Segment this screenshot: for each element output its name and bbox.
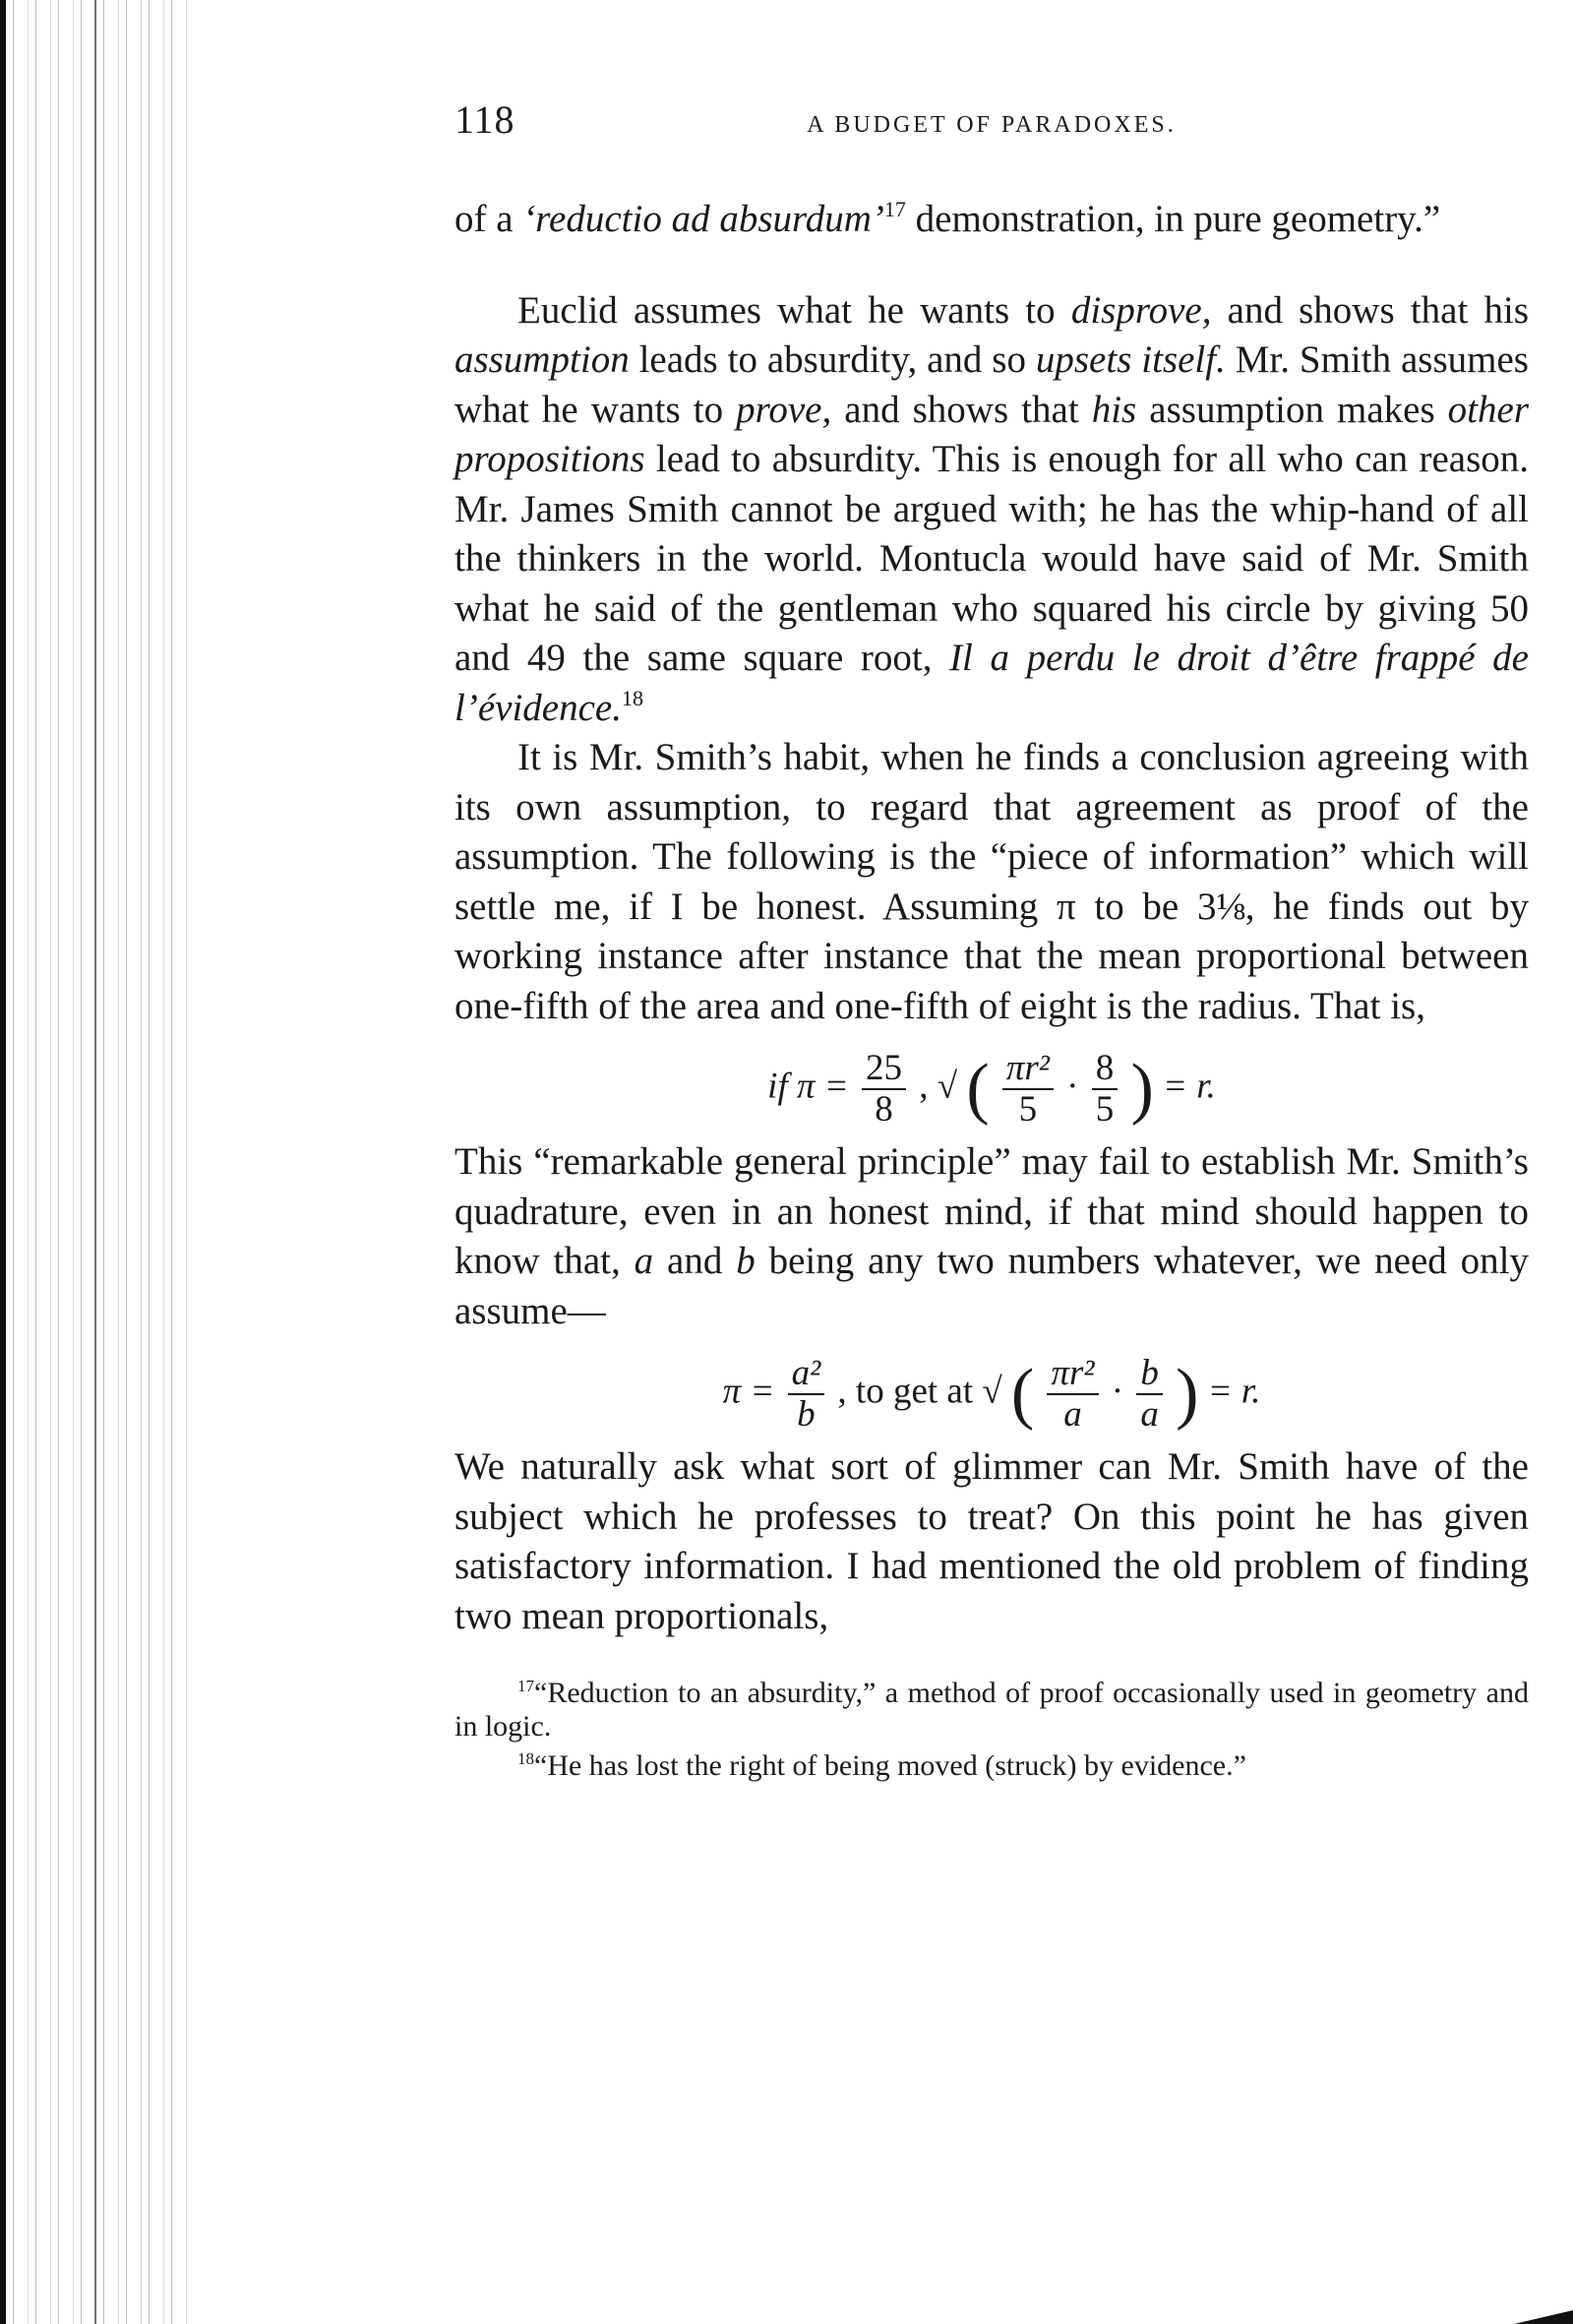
denominator: 8 xyxy=(875,1089,893,1130)
paragraph-continuation xyxy=(454,195,1529,245)
text-run: being any two numbers whatever, we need only assume— xyxy=(454,1240,1529,1332)
italic-run: disprove, xyxy=(1070,288,1212,332)
paragraph-general-principle xyxy=(454,1137,1529,1336)
text-run: of a xyxy=(454,198,523,240)
variable-a: a xyxy=(634,1240,654,1282)
left-paren: ( xyxy=(966,1051,990,1127)
footnotes xyxy=(454,1677,1529,1783)
denominator: a xyxy=(1140,1394,1159,1435)
running-header xyxy=(454,96,1529,155)
dot-operator: · xyxy=(1111,1371,1133,1412)
page-number: 118 xyxy=(454,97,515,142)
body-text xyxy=(454,195,1529,1641)
italic-run: ‘reductio ad absurdum’ xyxy=(522,198,884,240)
binding-gutter xyxy=(0,0,187,2324)
footnote-mark: 17 xyxy=(517,1677,534,1695)
text-run: lead to absurdity. This is enough for all who can reason. Mr. James Smith cannot be argued with; he has the whip-hand of all the thinkers in the world. Montucla would have said of Mr. Smith what he said of the gentleman who squared his circle by giving 50 and 49 the same square root, xyxy=(454,438,1529,679)
fraction xyxy=(788,1354,825,1435)
book-page xyxy=(454,96,1529,1789)
eq-lead: π = xyxy=(722,1371,784,1412)
numerator: πr² xyxy=(1047,1354,1098,1395)
footnote-text: “Reduction to an absurdity,” a method of proof occasionally used in geometry and in logic. xyxy=(454,1677,1529,1743)
eq-middle: , to get at √ xyxy=(837,1371,1002,1412)
italic-run: other propositions xyxy=(454,388,1529,480)
italic-run: his xyxy=(1091,388,1137,431)
text-run: and xyxy=(653,1240,737,1282)
eq-lead: if π = xyxy=(767,1066,858,1107)
text-run: and shows that his xyxy=(1211,288,1530,332)
italic-run: assumption xyxy=(454,338,630,381)
text-run: Euclid assumes what he wants to xyxy=(517,288,1071,332)
italic-run: prove, xyxy=(736,388,832,431)
variable-b: b xyxy=(736,1240,756,1282)
right-paren: ) xyxy=(1176,1356,1199,1432)
text-run: assumption makes xyxy=(1136,388,1448,431)
footnote-18 xyxy=(454,1749,1529,1783)
text-run: leads to absurdity, and so xyxy=(629,338,1036,381)
numerator: b xyxy=(1136,1354,1163,1395)
numerator: πr² xyxy=(1002,1049,1054,1090)
fraction xyxy=(862,1049,906,1130)
denominator: 5 xyxy=(1018,1089,1038,1130)
eq-result: = r. xyxy=(1207,1371,1261,1412)
paragraph-glimmer: We naturally ask what sort of glimmer can Mr. Smith have of the subject which he professes to treat? On this point he has given satisfactory information. I had mentioned the old problem of finding two mean proportionals, xyxy=(454,1445,1529,1637)
footnote-ref-17: 17 xyxy=(883,197,906,221)
italic-run: Il a perdu le droit d’être frappé de l’évidence. xyxy=(454,637,1529,729)
dot-operator: · xyxy=(1066,1066,1088,1107)
eq-result: = r. xyxy=(1163,1066,1216,1107)
footnote-text: “He has lost the right of being moved (struck) by evidence.” xyxy=(534,1749,1246,1782)
text-run: Mr. Smith assumes what he wants to xyxy=(454,338,1529,431)
denominator: 5 xyxy=(1095,1089,1115,1130)
paragraph-euclid xyxy=(454,286,1529,734)
left-paren: ( xyxy=(1010,1356,1035,1432)
radical-sign: , √ xyxy=(919,1066,958,1107)
denominator: a xyxy=(1063,1394,1082,1435)
fraction xyxy=(1092,1049,1119,1130)
footnote-ref-18: 18 xyxy=(621,685,643,710)
fraction xyxy=(1047,1354,1098,1435)
text-run: and shows that xyxy=(831,388,1092,431)
footnote-17 xyxy=(454,1677,1529,1743)
numerator: 25 xyxy=(862,1049,906,1090)
running-title: A BUDGET OF PARADOXES. xyxy=(807,112,1177,138)
equation-2 xyxy=(454,1354,1529,1435)
fraction xyxy=(1136,1354,1163,1435)
denominator: b xyxy=(797,1394,816,1435)
scan-edge-mark xyxy=(1514,2310,1573,2324)
text-run: demonstration, in pure geometry.” xyxy=(905,198,1441,240)
numerator: 8 xyxy=(1092,1049,1119,1090)
equation-1 xyxy=(454,1049,1529,1130)
text-run: This “remarkable general principle” may fail to establish Mr. Smith’s quadrature, even in an honest mind, if that mind should happen to know that, xyxy=(454,1140,1529,1282)
paragraph-smith-habit: It is Mr. Smith’s habit, when he finds a conclusion agreeing with its own assumption, to regard that agreement as proof of the assumption. The following is the “piece of information” which will settle me, if I be honest. Assuming π to be 3⅛, he finds out by working instance after instance that the mean proportional between one-fifth of the area and one-fifth of eight is the radius. That is, xyxy=(454,736,1529,1027)
italic-run: upsets itself. xyxy=(1035,338,1226,381)
footnote-mark: 18 xyxy=(517,1749,534,1768)
numerator: a² xyxy=(788,1354,825,1395)
right-paren: ) xyxy=(1130,1051,1154,1127)
fraction xyxy=(1002,1049,1054,1130)
